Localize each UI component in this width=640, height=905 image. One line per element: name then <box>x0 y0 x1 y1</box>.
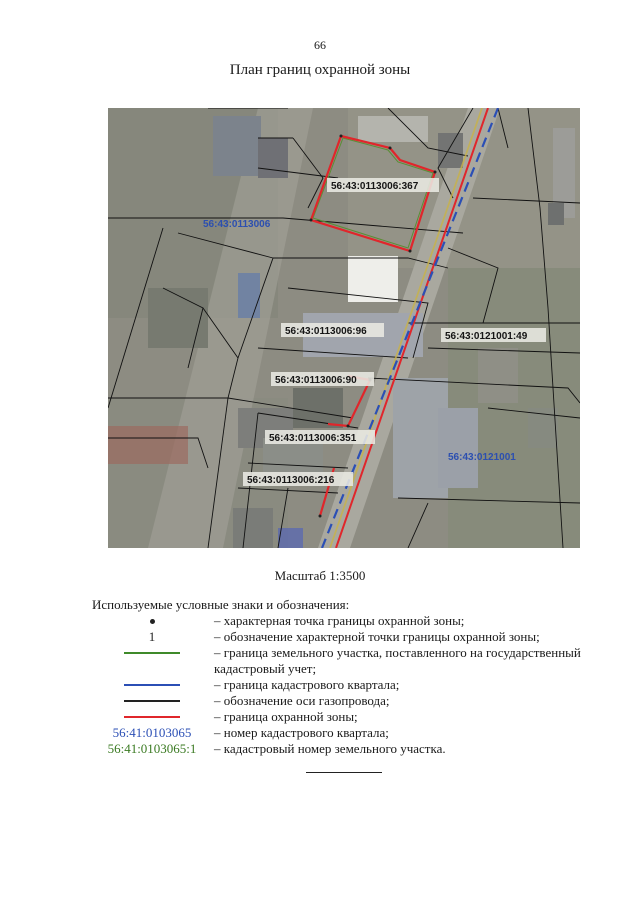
parcel-label-96: 56:43:0113006:96 <box>285 326 367 337</box>
legend-row <box>92 629 612 645</box>
legend-description: – обозначение оси газопровода; <box>214 693 390 708</box>
legend-title: Используемые условные знаки и обозначения: <box>92 597 350 612</box>
legend-description: – кадастровый номер земельного участка. <box>214 741 446 756</box>
legend <box>92 613 612 757</box>
point-number-sample: 1 <box>148 629 156 644</box>
parcel-label-49: 56:43:0121001:49 <box>445 331 528 342</box>
satellite-map <box>108 108 580 548</box>
legend-row <box>92 725 612 741</box>
legend-row <box>92 741 612 757</box>
parcel-number-sample: 56:41:0103065:1 <box>107 741 197 756</box>
bottom-rule <box>306 772 382 773</box>
parcel-label-90: 56:43:0113006:90 <box>275 375 357 386</box>
parcel-label-351: 56:43:0113006:351 <box>269 433 357 444</box>
quarter-label-0121001: 56:43:0121001 <box>448 452 516 463</box>
parcel-label-216: 56:43:0113006:216 <box>247 475 335 486</box>
legend-row <box>92 613 612 629</box>
building <box>213 116 261 176</box>
pipeline-axis-swatch <box>124 700 180 702</box>
point-marker-icon <box>150 619 155 624</box>
legend-description: – номер кадастрового квартала; <box>214 725 389 740</box>
legend-row <box>92 693 612 709</box>
quarter-boundary-swatch <box>124 684 180 686</box>
parcel-label-367: 56:43:0113006:367 <box>331 181 419 192</box>
legend-row <box>92 645 612 677</box>
quarter-label-0113006: 56:43:0113006 <box>203 219 271 230</box>
legend-description: – граница охранной зоны; <box>214 709 358 724</box>
legend-description: – граница земельного участка, поставленного на государственный кадастровый учет; <box>214 645 581 676</box>
map-scale: Масштаб 1:3500 <box>274 568 366 583</box>
zone-boundary-swatch <box>124 716 180 718</box>
parcel-boundary-swatch <box>124 652 180 654</box>
legend-description: – характерная точка границы охранной зоны; <box>214 613 465 628</box>
legend-description: – граница кадастрового квартала; <box>214 677 400 692</box>
legend-row <box>92 677 612 693</box>
page-number: 66 <box>314 38 326 52</box>
legend-description: – обозначение характерной точки границы охранной зоны; <box>214 629 540 644</box>
legend-row <box>92 709 612 725</box>
map-title: План границ охранной зоны <box>229 62 411 78</box>
quarter-number-sample: 56:41:0103065 <box>112 725 192 740</box>
